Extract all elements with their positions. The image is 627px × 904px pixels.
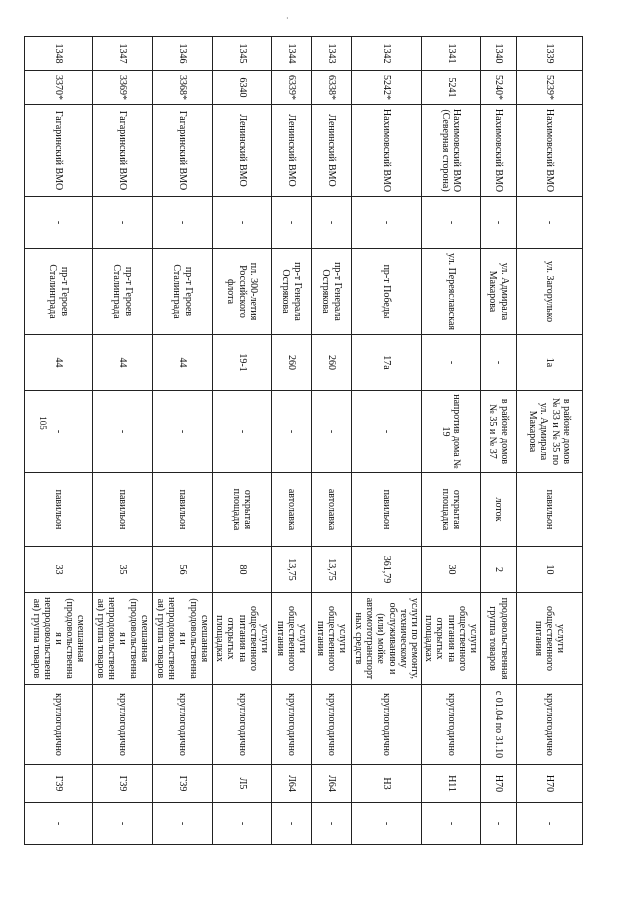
cell-area: 10: [517, 547, 583, 593]
cell-id: 3369*: [93, 71, 153, 105]
cell-specialization: смешанная (продовольственная и непродовольственная) группа товаров: [25, 593, 93, 685]
cell-area: 35: [93, 547, 153, 593]
cell-id: 3370*: [25, 71, 93, 105]
cell-landmark: -: [153, 391, 213, 473]
cell-house: -: [422, 335, 481, 391]
cell-empty: -: [271, 197, 311, 249]
cell-code: Л5: [213, 765, 272, 803]
cell-empty: -: [213, 803, 272, 845]
cell-object-type: автолавка: [311, 473, 351, 547]
cell-empty: -: [213, 197, 272, 249]
cell-empty: -: [93, 803, 153, 845]
cell-house: 44: [25, 335, 93, 391]
cell-number: 1339: [517, 37, 583, 71]
cell-empty: -: [271, 803, 311, 845]
cell-house: -: [481, 335, 517, 391]
cell-empty: -: [481, 197, 517, 249]
cell-street: пр-т Героев Сталинграда: [153, 249, 213, 335]
cell-code: Н70: [517, 765, 583, 803]
cell-number: 1340: [481, 37, 517, 71]
cell-district: Нахимовский ВМО: [481, 105, 517, 197]
cell-street: пр-т Генерала Острякова: [271, 249, 311, 335]
cell-number: 1341: [422, 37, 481, 71]
cell-period: круглогодично: [93, 685, 153, 765]
cell-empty: -: [422, 197, 481, 249]
cell-empty: -: [25, 197, 93, 249]
cell-area: 80: [213, 547, 272, 593]
cell-area: 361,79: [351, 547, 421, 593]
table-row: [153, 37, 213, 845]
cell-street: пр-т Генерала Острякова: [311, 249, 351, 335]
cell-street: пл. 300-летия Российского флота: [213, 249, 272, 335]
cell-period: круглогодично: [517, 685, 583, 765]
cell-area: 2: [481, 547, 517, 593]
nto-table: [24, 36, 583, 845]
cell-object-type: павильон: [93, 473, 153, 547]
stray-mark: ·: [286, 14, 289, 23]
cell-specialization: смешанная (продовольственная и непродовольственная) группа товаров: [153, 593, 213, 685]
cell-code: Л64: [311, 765, 351, 803]
cell-house: 1а: [517, 335, 583, 391]
cell-code: Н3: [351, 765, 421, 803]
cell-id: 5240*: [481, 71, 517, 105]
cell-landmark: -: [311, 391, 351, 473]
cell-landmark: напротив дома № 19: [422, 391, 481, 473]
table-row: [271, 37, 311, 845]
cell-house: 260: [271, 335, 311, 391]
cell-area: 56: [153, 547, 213, 593]
table-row: [481, 37, 517, 845]
cell-empty: -: [311, 803, 351, 845]
cell-landmark: в районе домов № 35 и № 37: [481, 391, 517, 473]
cell-specialization: услуги по ремонту, техническому обслуживанию и (или) мойке автомототранспортных средств: [351, 593, 421, 685]
cell-area: 30: [422, 547, 481, 593]
cell-id: 5239*: [517, 71, 583, 105]
cell-empty: -: [351, 197, 421, 249]
cell-period: круглогодично: [213, 685, 272, 765]
cell-district: Нахимовский ВМО (Северная сторона): [422, 105, 481, 197]
table-row: [213, 37, 272, 845]
cell-code: Г39: [153, 765, 213, 803]
cell-code: Л64: [271, 765, 311, 803]
cell-object-type: открытая площадка: [422, 473, 481, 547]
cell-area: 33: [25, 547, 93, 593]
cell-id: 5241: [422, 71, 481, 105]
cell-specialization: услуги общественного питания: [311, 593, 351, 685]
cell-period: круглогодично: [153, 685, 213, 765]
cell-specialization: смешанная (продовольственная и непродовольственная) группа товаров: [93, 593, 153, 685]
cell-id: 6340: [213, 71, 272, 105]
cell-object-type: павильон: [351, 473, 421, 547]
cell-street: пр-т Героев Сталинграда: [93, 249, 153, 335]
cell-specialization: продовольственная группа товаров: [481, 593, 517, 685]
cell-period: круглогодично: [311, 685, 351, 765]
cell-district: Гагаринский ВМО: [153, 105, 213, 197]
cell-district: Гагаринский ВМО: [25, 105, 93, 197]
cell-period: круглогодично: [351, 685, 421, 765]
cell-code: Г39: [25, 765, 93, 803]
cell-object-type: лоток: [481, 473, 517, 547]
table-row: [93, 37, 153, 845]
table-row: [422, 37, 481, 845]
table-row: [351, 37, 421, 845]
cell-code: Н11: [422, 765, 481, 803]
table-row: [311, 37, 351, 845]
cell-number: 1348: [25, 37, 93, 71]
table-row: [25, 37, 93, 845]
table-row: [517, 37, 583, 845]
cell-street: пр-т Героев Сталинграда: [25, 249, 93, 335]
cell-period: круглогодично: [271, 685, 311, 765]
cell-district: Ленинский ВМО: [213, 105, 272, 197]
cell-landmark: -: [271, 391, 311, 473]
cell-period: круглогодично: [25, 685, 93, 765]
cell-district: Нахимовский ВМО: [517, 105, 583, 197]
cell-district: Ленинский ВМО: [271, 105, 311, 197]
cell-specialization: услуги общественного питания на открытых площадках: [422, 593, 481, 685]
cell-landmark: -: [93, 391, 153, 473]
cell-empty: -: [311, 197, 351, 249]
cell-id: 5242*: [351, 71, 421, 105]
cell-empty: -: [25, 803, 93, 845]
cell-specialization: услуги общественного питания: [271, 593, 311, 685]
cell-area: 13,75: [311, 547, 351, 593]
cell-number: 1345: [213, 37, 272, 71]
cell-id: 3368*: [153, 71, 213, 105]
page-number: 105: [37, 416, 48, 430]
cell-object-type: открытая площадка: [213, 473, 272, 547]
cell-street: пр-т Победы: [351, 249, 421, 335]
cell-district: Ленинский ВМО: [311, 105, 351, 197]
cell-street: ул. Переяславская: [422, 249, 481, 335]
cell-landmark: -: [351, 391, 421, 473]
cell-area: 13,75: [271, 547, 311, 593]
cell-number: 1343: [311, 37, 351, 71]
cell-object-type: павильон: [517, 473, 583, 547]
cell-period: с 01.04 по 31.10: [481, 685, 517, 765]
cell-empty: -: [93, 197, 153, 249]
cell-empty: -: [422, 803, 481, 845]
cell-street: ул. Загорулько: [517, 249, 583, 335]
cell-house: 19-1: [213, 335, 272, 391]
cell-house: 44: [93, 335, 153, 391]
cell-number: 1347: [93, 37, 153, 71]
cell-object-type: павильон: [153, 473, 213, 547]
cell-street: ул. Адмирала Макарова: [481, 249, 517, 335]
cell-empty: -: [153, 197, 213, 249]
cell-number: 1342: [351, 37, 421, 71]
cell-landmark: в районе домов № 33 и № 35 по ул. Адмирала Макарова: [517, 391, 583, 473]
cell-district: Гагаринский ВМО: [93, 105, 153, 197]
cell-number: 1346: [153, 37, 213, 71]
cell-empty: -: [351, 803, 421, 845]
cell-landmark: -: [25, 391, 93, 473]
cell-empty: -: [517, 803, 583, 845]
cell-district: Нахимовский ВМО: [351, 105, 421, 197]
cell-code: Н70: [481, 765, 517, 803]
cell-house: 260: [311, 335, 351, 391]
cell-object-type: автолавка: [271, 473, 311, 547]
cell-empty: -: [517, 197, 583, 249]
cell-id: 6339*: [271, 71, 311, 105]
cell-empty: -: [153, 803, 213, 845]
cell-landmark: -: [213, 391, 272, 473]
cell-code: Г39: [93, 765, 153, 803]
cell-object-type: павильон: [25, 473, 93, 547]
cell-id: 6338*: [311, 71, 351, 105]
cell-specialization: услуги общественного питания: [517, 593, 583, 685]
cell-period: круглогодично: [422, 685, 481, 765]
cell-house: 44: [153, 335, 213, 391]
cell-number: 1344: [271, 37, 311, 71]
cell-empty: -: [481, 803, 517, 845]
cell-specialization: услуги общественного питания на открытых площадках: [213, 593, 272, 685]
cell-house: 17а: [351, 335, 421, 391]
